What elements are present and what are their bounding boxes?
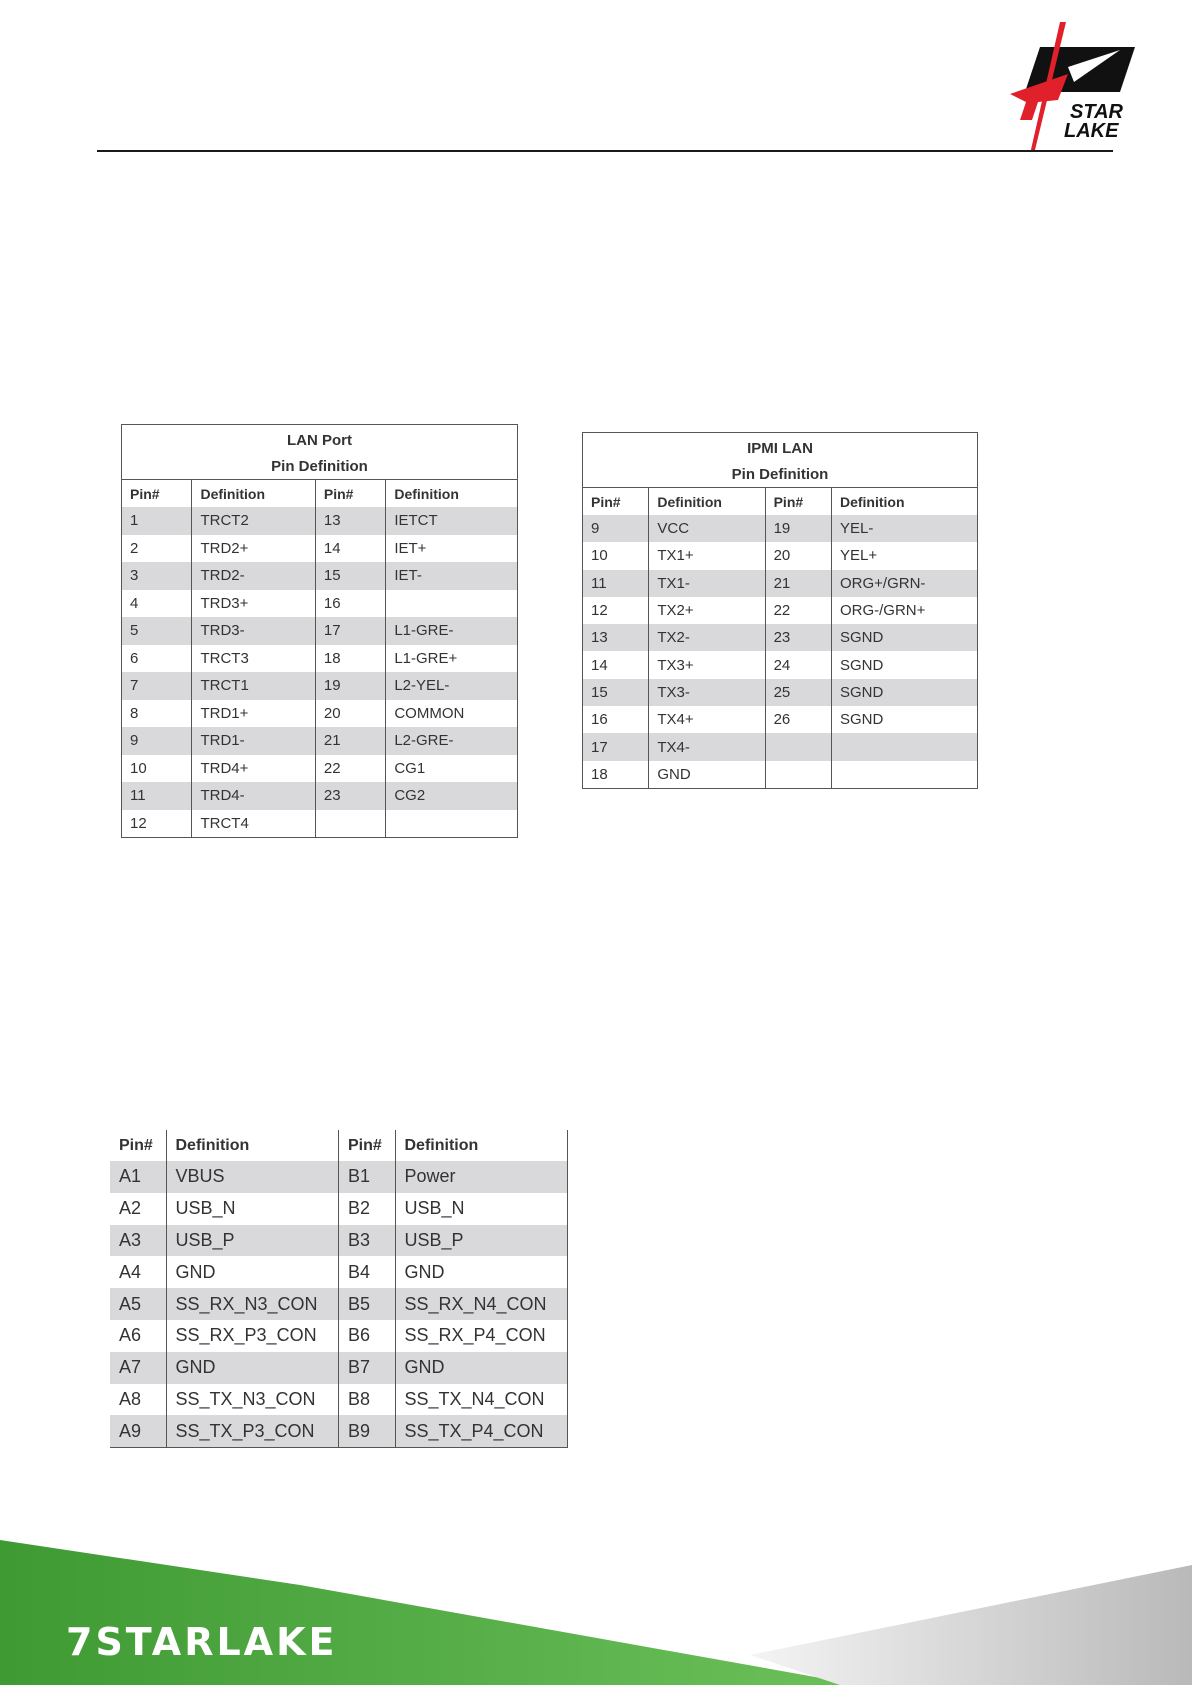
lan-table-body	[122, 507, 518, 838]
definition-cell: TX2-	[649, 624, 765, 651]
definition-cell: Power	[395, 1161, 568, 1193]
pin-cell: 12	[591, 602, 608, 620]
definition-cell: TRCT3	[192, 645, 315, 673]
pin-cell: 4	[130, 594, 139, 612]
pin-cell: 9	[122, 727, 192, 755]
pin-cell: A5	[110, 1288, 166, 1320]
usb-table-header	[110, 1130, 568, 1161]
definition-cell: TX2+	[649, 597, 765, 624]
definition-cell: TRD2-	[192, 562, 315, 590]
column-header: Definition	[386, 480, 518, 508]
column-header: Pin#	[583, 488, 649, 516]
ipmi-table-body	[583, 515, 978, 788]
column-header: Pin#	[765, 488, 831, 516]
definition-cell: YEL-	[831, 515, 977, 542]
table-row	[122, 562, 518, 590]
definition-cell: SS_TX_N3_CON	[166, 1384, 338, 1416]
pin-cell: B1	[338, 1161, 395, 1193]
pin-cell: 10	[591, 547, 608, 565]
pin-cell: 11	[122, 782, 192, 810]
column-header: Definition	[649, 488, 765, 516]
pin-cell: 11	[583, 570, 649, 597]
pin-cell: B7	[338, 1352, 395, 1384]
footer-brand-text: 7STARLAKE	[66, 1620, 338, 1664]
table-row	[122, 782, 518, 810]
definition-cell	[831, 761, 977, 789]
pin-cell: A2	[119, 1198, 142, 1219]
lan-table-header	[122, 480, 518, 508]
table-row	[122, 645, 518, 673]
lan-table-subtitle: Pin Definition	[271, 457, 368, 475]
pin-cell: 17	[583, 733, 649, 760]
definition-cell: SGND	[831, 679, 977, 706]
definition-cell: SGND	[831, 706, 977, 733]
definition-cell: YEL+	[831, 542, 977, 569]
definition-cell: TRD4-	[192, 782, 315, 810]
table-row	[122, 507, 518, 535]
pin-cell: 20	[765, 542, 831, 569]
column-header: Definition	[166, 1130, 338, 1161]
pin-cell: A8	[119, 1388, 142, 1409]
usb-pin-table	[110, 1130, 568, 1448]
column-header: Pin#	[338, 1130, 395, 1161]
table-row	[583, 542, 978, 569]
definition-cell: COMMON	[386, 700, 518, 728]
pin-cell: 7	[122, 672, 192, 700]
table-row	[583, 570, 978, 597]
definition-cell: IET+	[386, 535, 518, 563]
column-header: Definition	[192, 480, 315, 508]
table-row	[583, 679, 978, 706]
definition-cell: L2-GRE-	[386, 727, 518, 755]
column-header: Pin#	[122, 480, 192, 508]
definition-cell: SS_RX_P3_CON	[166, 1320, 338, 1352]
pin-cell: B4	[338, 1256, 395, 1288]
definition-cell: TRD1-	[192, 727, 315, 755]
starlake-logo	[1010, 22, 1135, 152]
column-header: Definition	[831, 488, 977, 516]
pin-cell: 21	[315, 727, 385, 755]
table-row	[583, 761, 978, 789]
pin-cell: 22	[765, 597, 831, 624]
pin-cell: B9	[338, 1415, 395, 1447]
pin-cell: 15	[315, 562, 385, 590]
definition-cell: TX3+	[649, 651, 765, 678]
table-row	[122, 727, 518, 755]
ipmi-table-subtitle: Pin Definition	[731, 465, 829, 483]
pin-cell: 15	[583, 679, 649, 706]
definition-cell: TRD3+	[192, 590, 315, 618]
definition-cell: TRD3-	[192, 617, 315, 645]
column-header: Definition	[395, 1130, 568, 1161]
definition-cell: USB_N	[166, 1193, 338, 1225]
definition-cell: TX4+	[649, 706, 765, 733]
definition-cell: GND	[166, 1256, 338, 1288]
table-row	[110, 1320, 568, 1352]
pin-cell: A4	[119, 1261, 142, 1282]
ipmi-table-header	[583, 488, 978, 516]
definition-cell: TRD2+	[192, 535, 315, 563]
pin-cell: 12	[130, 814, 147, 832]
definition-cell: SGND	[831, 651, 977, 678]
pin-cell: A3	[110, 1225, 166, 1257]
definition-cell: CG2	[386, 782, 518, 810]
pin-cell: 13	[315, 507, 385, 535]
definition-cell: ORG-/GRN+	[831, 597, 977, 624]
definition-cell	[831, 733, 977, 760]
definition-cell: USB_P	[166, 1225, 338, 1257]
definition-cell	[386, 810, 518, 838]
table-row	[122, 590, 518, 618]
table-row	[122, 672, 518, 700]
definition-cell: GND	[395, 1256, 568, 1288]
column-header: Pin#	[119, 1136, 153, 1154]
table-row	[583, 651, 978, 678]
pin-cell: 16	[591, 711, 608, 729]
column-header: Pin#	[315, 480, 385, 508]
definition-cell: L1-GRE+	[386, 645, 518, 673]
table-row	[122, 617, 518, 645]
header-divider	[97, 150, 1113, 152]
definition-cell: SGND	[831, 624, 977, 651]
pin-cell: A9	[110, 1415, 166, 1447]
pin-cell: 14	[315, 535, 385, 563]
table-row	[110, 1384, 568, 1416]
pin-cell: 23	[315, 782, 385, 810]
pin-cell: 21	[765, 570, 831, 597]
pin-cell	[765, 761, 831, 789]
definition-cell: USB_P	[395, 1225, 568, 1257]
table-row	[110, 1256, 568, 1288]
definition-cell: SS_RX_N4_CON	[395, 1288, 568, 1320]
pin-cell: 19	[765, 515, 831, 542]
pin-cell: B5	[338, 1288, 395, 1320]
pin-cell: 24	[765, 651, 831, 678]
pin-cell: B6	[338, 1320, 395, 1352]
table-row	[122, 755, 518, 783]
definition-cell: SS_TX_P4_CON	[395, 1415, 568, 1447]
definition-cell: TX1-	[649, 570, 765, 597]
pin-cell: 8	[130, 704, 139, 722]
definition-cell: ORG+/GRN-	[831, 570, 977, 597]
definition-cell: TX4-	[649, 733, 765, 760]
pin-cell: 18	[315, 645, 385, 673]
pin-cell: 13	[583, 624, 649, 651]
pin-cell: 26	[765, 706, 831, 733]
pin-cell: 10	[130, 759, 147, 777]
table-row	[583, 624, 978, 651]
definition-cell: SS_TX_P3_CON	[166, 1415, 338, 1447]
definition-cell: TRD4+	[192, 755, 315, 783]
table-row	[583, 515, 978, 542]
pin-cell: 19	[315, 672, 385, 700]
pin-cell: 20	[315, 700, 385, 728]
definition-cell: SS_RX_N3_CON	[166, 1288, 338, 1320]
pin-cell: 14	[591, 656, 608, 674]
ipmi-table-title: IPMI LAN	[747, 439, 813, 457]
definition-cell: VCC	[649, 515, 765, 542]
table-row	[110, 1352, 568, 1384]
definition-cell: GND	[395, 1352, 568, 1384]
logo-text-lake: LAKE	[1064, 120, 1119, 142]
table-row	[110, 1225, 568, 1257]
table-row	[583, 706, 978, 733]
lan-port-pin-table	[121, 424, 518, 838]
definition-cell: TRCT1	[192, 672, 315, 700]
definition-cell: GND	[649, 761, 765, 789]
pin-cell: A1	[110, 1161, 166, 1193]
definition-cell: GND	[166, 1352, 338, 1384]
pin-cell: B3	[338, 1225, 395, 1257]
lan-table-title: LAN Port	[287, 431, 352, 449]
pin-cell: B8	[338, 1384, 395, 1416]
pin-cell: 18	[591, 765, 608, 783]
table-row	[110, 1288, 568, 1320]
table-row	[122, 700, 518, 728]
pin-cell: 1	[122, 507, 192, 535]
definition-cell: USB_N	[395, 1193, 568, 1225]
table-row	[122, 535, 518, 563]
pin-cell: A6	[119, 1325, 142, 1346]
definition-cell: VBUS	[166, 1161, 338, 1193]
pin-cell: 2	[130, 539, 139, 557]
definition-cell: TRD1+	[192, 700, 315, 728]
pin-cell: B2	[338, 1193, 395, 1225]
pin-cell: 25	[765, 679, 831, 706]
pin-cell: 22	[315, 755, 385, 783]
usb-table-body	[110, 1161, 568, 1448]
definition-cell: TX3-	[649, 679, 765, 706]
logo-text-star: STAR	[1070, 101, 1123, 123]
pin-cell: 23	[765, 624, 831, 651]
table-row	[583, 733, 978, 760]
definition-cell: CG1	[386, 755, 518, 783]
table-row	[110, 1161, 568, 1193]
definition-cell: SS_TX_N4_CON	[395, 1384, 568, 1416]
table-row	[110, 1193, 568, 1225]
pin-cell: 16	[315, 590, 385, 618]
definition-cell: L1-GRE-	[386, 617, 518, 645]
pin-cell	[315, 810, 385, 838]
pin-cell: 6	[130, 649, 139, 667]
table-row	[583, 597, 978, 624]
pin-cell: A7	[110, 1352, 166, 1384]
definition-cell: IET-	[386, 562, 518, 590]
pin-cell	[765, 733, 831, 760]
pin-cell: 3	[122, 562, 192, 590]
pin-cell: 5	[122, 617, 192, 645]
definition-cell: L2-YEL-	[386, 672, 518, 700]
pin-cell: 9	[583, 515, 649, 542]
pin-cell: 17	[315, 617, 385, 645]
definition-cell: TRCT2	[192, 507, 315, 535]
table-row	[110, 1415, 568, 1447]
definition-cell	[386, 590, 518, 618]
table-row	[122, 810, 518, 838]
definition-cell: TRCT4	[192, 810, 315, 838]
definition-cell: IETCT	[386, 507, 518, 535]
ipmi-lan-pin-table	[582, 432, 978, 789]
definition-cell: SS_RX_P4_CON	[395, 1320, 568, 1352]
definition-cell: TX1+	[649, 542, 765, 569]
